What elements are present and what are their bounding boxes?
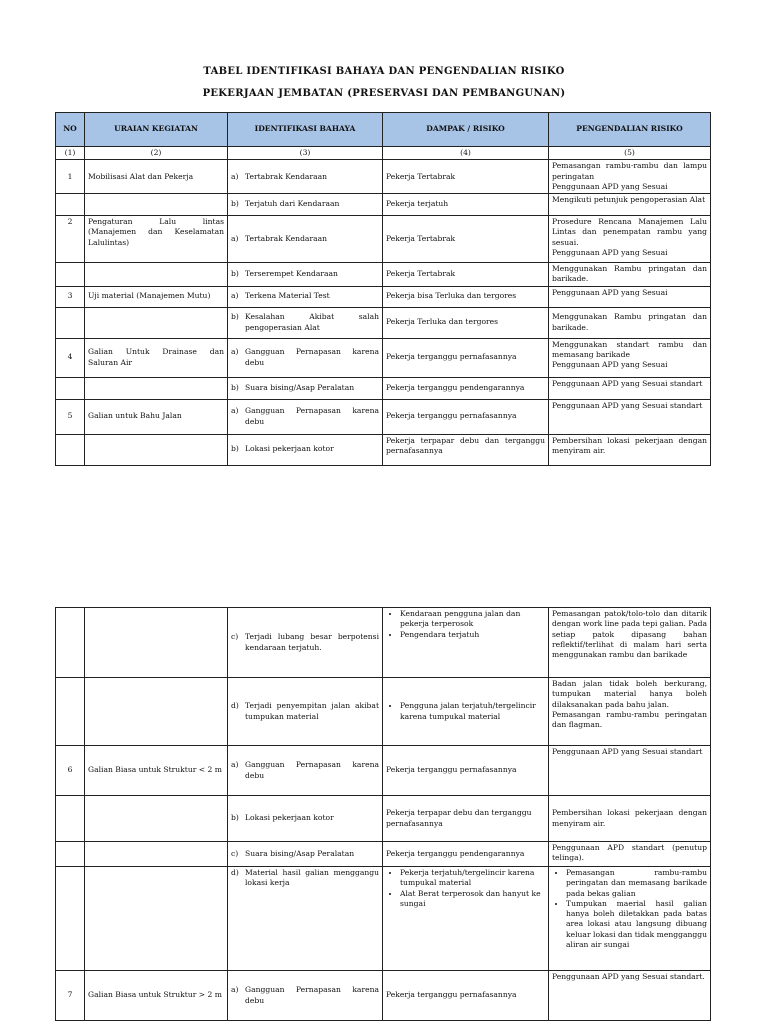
item-marker: a): [231, 406, 239, 416]
row-no: 2: [56, 216, 85, 263]
table-row: [56, 286, 711, 307]
row-pengendalian: [549, 867, 711, 971]
item-text: Terjadi lubang besar berpotensi kendaraan terjatuh.: [245, 632, 379, 652]
row-bahaya: [228, 678, 383, 746]
row-pengendalian: Penggunaan APD standart (penutup telinga).: [549, 842, 711, 867]
document-title: TABEL IDENTIFIKASI BAHAYA DAN PENGENDALIAN RISIKO: [203, 66, 565, 77]
row-dampak: Pekerja bisa Terluka dan tergores: [383, 286, 549, 307]
table-row: [56, 867, 711, 971]
row-pengendalian: Menggunakan standart rambu dan memasang barikade Penggunaan APD yang Sesuai: [549, 338, 711, 377]
row-kegiatan: Galian untuk Bahu Jalan: [85, 399, 228, 434]
header-no: NO: [56, 113, 85, 147]
row-kegiatan: [85, 263, 228, 287]
item-marker: a): [231, 171, 239, 181]
row-kegiatan: [85, 434, 228, 465]
row-kegiatan: Uji material (Manajemen Mutu): [85, 286, 228, 307]
list-item: • Tumpukan maerial hasil galian hanya boleh diletakkan pada batas area lokasi atau langsung dibuang keluar lokasi dan tidak mengganggu aliran air sungai: [566, 899, 707, 950]
row-bahaya: [228, 867, 383, 971]
row-kegiatan: [85, 608, 228, 678]
document-subtitle: PEKERJAAN JEMBATAN (PRESERVASI DAN PEMBANGUNAN): [202, 88, 566, 99]
list-item: • Pemasangan rambu-rambu peringatan dan memasang barikade pada bekas galian: [566, 868, 707, 899]
row-bahaya: [228, 216, 383, 263]
row-kegiatan: Galian Untuk Drainase dan Saluran Air: [85, 338, 228, 377]
row-kegiatan: [85, 867, 228, 971]
row-bahaya: [228, 338, 383, 377]
row-kegiatan: [85, 796, 228, 842]
item-marker: d): [231, 868, 239, 877]
item-text: Tertabrak Kendaraan: [245, 233, 328, 243]
row-no: [56, 678, 85, 746]
table-row: [56, 746, 711, 796]
row-bahaya: [228, 746, 383, 796]
row-kegiatan: Mobilisasi Alat dan Pekerja: [85, 160, 228, 194]
row-no: [56, 608, 85, 678]
item-marker: b): [231, 269, 239, 279]
row-pengendalian: Pembersihan lokasi pekerjaan dengan menyiram air.: [549, 434, 711, 465]
item-text: Terserempet Kendaraan: [245, 269, 338, 279]
row-kegiatan: Galian Biasa untuk Struktur > 2 m: [85, 971, 228, 1021]
row-bahaya: [228, 307, 383, 338]
item-text: Kesalahan Akibat salah pengoperasian Alat: [245, 312, 379, 332]
colnum: (5): [549, 147, 711, 160]
table-row: [56, 307, 711, 338]
row-no: 4: [56, 338, 85, 377]
row-dampak: Pekerja terpapar debu dan terganggu pernafasannya: [383, 434, 549, 465]
list-item: • Pekerja terjatuh/tergelincir karena tumpukal material: [400, 868, 545, 889]
column-number-row: [56, 147, 711, 160]
row-kegiatan: [85, 307, 228, 338]
row-dampak: Pekerja terganggu pernafasannya: [383, 399, 549, 434]
row-pengendalian: Penggunaan APD yang Sesuai standart: [549, 746, 711, 796]
row-kegiatan: [85, 194, 228, 216]
row-no: [56, 842, 85, 867]
item-marker: c): [231, 632, 239, 642]
row-dampak: Pekerja terganggu pernafasannya: [383, 338, 549, 377]
row-pengendalian: Pemasangan rambu-rambu dan lampu peringatan Penggunaan APD yang Sesuai: [549, 160, 711, 194]
row-bahaya: [228, 263, 383, 287]
row-pengendalian: Penggunaan APD yang Sesuai standart: [549, 377, 711, 399]
row-pengendalian: Pembersihan lokasi pekerjaan dengan menyiram air.: [549, 796, 711, 842]
item-text: Gangguan Pernapasan karena debu: [245, 406, 379, 426]
item-text: Gangguan Pernapasan karena debu: [245, 985, 379, 1005]
table-row: [56, 678, 711, 746]
item-text: Terjatuh dari Kendaraan: [245, 199, 340, 209]
row-kegiatan: Galian Biasa untuk Struktur < 2 m: [85, 746, 228, 796]
table-row: [56, 160, 711, 194]
row-bahaya: [228, 842, 383, 867]
row-dampak: Pekerja terpapar debu dan terganggu pernafasannya: [383, 796, 549, 842]
row-no: 5: [56, 399, 85, 434]
item-text: Tertabrak Kendaraan: [245, 171, 328, 181]
row-pengendalian: Badan jalan tidak boleh berkurang, tumpukan material hanya boleh dilaksanakan pada bahu jalan. Pemasangan rambu-rambu peringatan dan flagman.: [549, 678, 711, 746]
table-row: [56, 608, 711, 678]
item-text: Suara bising/Asap Peralatan: [245, 848, 355, 858]
table-row: [56, 399, 711, 434]
row-pengendalian: Penggunaan APD yang Sesuai standart: [549, 399, 711, 434]
header-row: [56, 113, 711, 147]
row-pengendalian: Prosedure Rencana Manajemen Lalu Lintas dan penempatan rambu yang sesuai. Penggunaan APD yang Sesuai: [549, 216, 711, 263]
row-dampak: [383, 608, 549, 678]
row-pengendalian: Penggunaan APD yang Sesuai: [549, 286, 711, 307]
row-pengendalian: Menggunakan Rambu pringatan dan barikade.: [549, 263, 711, 287]
row-bahaya: [228, 608, 383, 678]
row-no: [56, 194, 85, 216]
row-no: [56, 307, 85, 338]
list-item: • Pengendara terjatuh: [400, 630, 545, 640]
header-uraian: URAIAN KEGIATAN: [85, 113, 228, 147]
row-dampak: Pekerja terganggu pendengarannya: [383, 377, 549, 399]
item-marker: d): [231, 701, 239, 711]
list-item: • Kendaraan pengguna jalan dan pekerja terperosok: [400, 609, 545, 630]
row-no: 3: [56, 286, 85, 307]
item-text: Gangguan Pernapasan karena debu: [245, 760, 379, 780]
row-kegiatan: Pengaturan Lalu lintas (Manajemen dan Keselamatan Lalulintas): [85, 216, 228, 263]
colnum: (4): [383, 147, 549, 160]
list-item: • Alat Berat terperosok dan hanyut ke sungai: [400, 889, 545, 910]
item-marker: a): [231, 760, 239, 770]
colnum: (3): [228, 147, 383, 160]
item-marker: c): [231, 848, 239, 858]
row-dampak: Pekerja Tertabrak: [383, 263, 549, 287]
row-pengendalian: Mengikuti petunjuk pengoperasian Alat: [549, 194, 711, 216]
table-row: [56, 377, 711, 399]
row-bahaya: [228, 160, 383, 194]
item-text: Lokasi pekerjaan kotor: [245, 444, 334, 454]
row-dampak: Pekerja terganggu pernafasannya: [383, 746, 549, 796]
colnum: (2): [85, 147, 228, 160]
row-kegiatan: [85, 678, 228, 746]
row-no: [56, 434, 85, 465]
header-identifikasi: IDENTIFIKASI BAHAYA: [228, 113, 383, 147]
row-bahaya: [228, 796, 383, 842]
item-marker: b): [231, 199, 239, 209]
table-row: [56, 263, 711, 287]
row-dampak: Pekerja Tertabrak: [383, 216, 549, 263]
row-bahaya: [228, 286, 383, 307]
row-pengendalian: Pemasangan patok/tolo-tolo dan ditarik dengan work line pada tepi galian. Pada setiap patok dipasang bahan reflektif/terlihat di malam hari serta menggunakan rambu dan barikade: [549, 608, 711, 678]
row-no: [56, 263, 85, 287]
table-row: [56, 216, 711, 263]
row-no: [56, 377, 85, 399]
item-marker: b): [231, 382, 239, 392]
item-text: Lokasi pekerjaan kotor: [245, 813, 334, 823]
item-text: Terkena Material Test: [245, 291, 330, 301]
table-row: [56, 434, 711, 465]
hazard-table-1: [55, 112, 711, 466]
hazard-table-2: [55, 607, 711, 1021]
row-kegiatan: [85, 377, 228, 399]
item-marker: a): [231, 233, 239, 243]
item-text: Gangguan Pernapasan karena debu: [245, 347, 379, 367]
item-marker: a): [231, 291, 239, 301]
list-item: • Pengguna jalan terjatuh/tergelincir karena tumpukal material: [400, 701, 545, 722]
item-marker: b): [231, 444, 239, 454]
table-row: [56, 796, 711, 842]
row-dampak: Pekerja Terluka dan tergores: [383, 307, 549, 338]
item-text: Material hasil galian menggangu lokasi kerja: [245, 868, 379, 888]
row-pengendalian: Menggunakan Rambu pringatan dan barikade.: [549, 307, 711, 338]
row-dampak: Pekerja terganggu pendengarannya: [383, 842, 549, 867]
row-bahaya: [228, 399, 383, 434]
row-no: 1: [56, 160, 85, 194]
table-row: [56, 338, 711, 377]
row-bahaya: [228, 194, 383, 216]
item-marker: a): [231, 347, 239, 357]
row-no: 7: [56, 971, 85, 1021]
row-dampak: Pekerja terjatuh: [383, 194, 549, 216]
row-bahaya: [228, 434, 383, 465]
row-dampak: [383, 867, 549, 971]
row-bahaya: [228, 971, 383, 1021]
colnum: (1): [56, 147, 85, 160]
row-no: [56, 796, 85, 842]
header-dampak: DAMPAK / RISIKO: [383, 113, 549, 147]
table-row: [56, 194, 711, 216]
row-dampak: Pekerja terganggu pernafasannya: [383, 971, 549, 1021]
row-pengendalian: Penggunaan APD yang Sesuai standart.: [549, 971, 711, 1021]
table-row: [56, 842, 711, 867]
row-dampak: Pekerja Tertabrak: [383, 160, 549, 194]
item-marker: a): [231, 985, 239, 995]
row-no: 6: [56, 746, 85, 796]
item-marker: b): [231, 312, 239, 322]
row-kegiatan: [85, 842, 228, 867]
header-pengendalian: PENGENDALIAN RISIKO: [549, 113, 711, 147]
item-text: Suara bising/Asap Peralatan: [245, 382, 355, 392]
table-row: [56, 971, 711, 1021]
item-text: Terjadi penyempitan jalan akibat tumpukan material: [245, 701, 379, 721]
row-bahaya: [228, 377, 383, 399]
row-no: [56, 867, 85, 971]
row-dampak: [383, 678, 549, 746]
item-marker: b): [231, 813, 239, 823]
